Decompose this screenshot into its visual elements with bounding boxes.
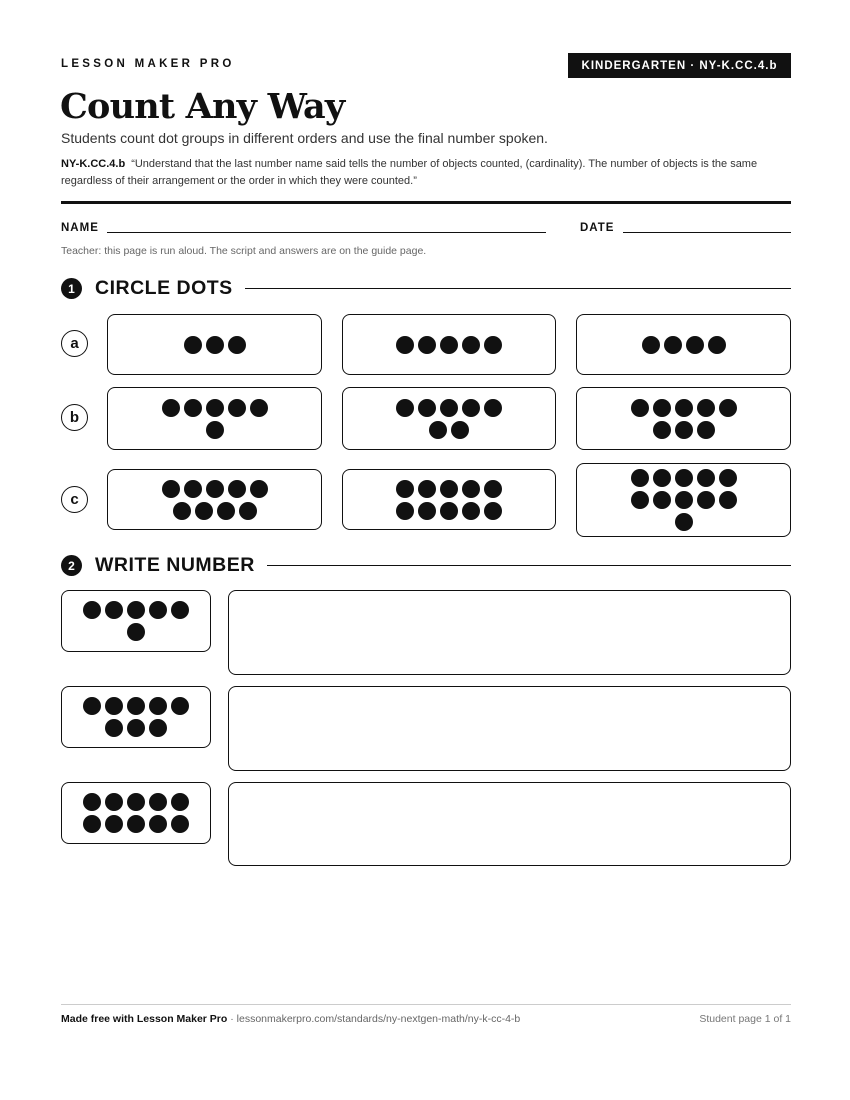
dot-group-box[interactable]	[342, 387, 556, 450]
dot-row	[184, 336, 246, 354]
number-answer-box[interactable]	[228, 686, 791, 771]
dot-row	[631, 469, 737, 487]
dot	[675, 421, 693, 439]
dot	[195, 502, 213, 520]
dot	[418, 480, 436, 498]
footer-credit	[61, 1013, 520, 1025]
section-title: CIRCLE DOTS	[95, 277, 233, 299]
dot-row	[83, 815, 189, 833]
dot	[462, 399, 480, 417]
dot-row	[653, 421, 715, 439]
dot	[228, 336, 246, 354]
dot-row	[83, 601, 189, 619]
dot-group-box[interactable]	[576, 314, 791, 375]
dot	[105, 601, 123, 619]
standard-description	[61, 156, 791, 190]
dot	[653, 491, 671, 509]
section-rule	[245, 288, 791, 289]
dot-group-box[interactable]	[576, 463, 791, 537]
dot-row	[429, 421, 469, 439]
dot	[228, 399, 246, 417]
dot	[418, 502, 436, 520]
dot-row	[127, 623, 145, 641]
dot-row	[642, 336, 726, 354]
number-answer-box[interactable]	[228, 782, 791, 866]
dot	[228, 480, 246, 498]
dot	[719, 399, 737, 417]
dot	[484, 336, 502, 354]
dot	[440, 399, 458, 417]
dot	[462, 336, 480, 354]
dot	[451, 421, 469, 439]
dot-row	[83, 697, 189, 715]
dot	[250, 480, 268, 498]
standard-code: NY-K.CC.4.b	[61, 158, 126, 170]
dot-group-box[interactable]	[342, 469, 556, 530]
section-title: WRITE NUMBER	[95, 554, 255, 576]
footer-url[interactable]: lessonmakerpro.com/standards/ny-nextgen-math/ny-k-cc-4-b	[236, 1013, 521, 1025]
dot	[396, 502, 414, 520]
dot	[429, 421, 447, 439]
dot	[184, 336, 202, 354]
section-1-header	[61, 277, 791, 300]
dot	[631, 491, 649, 509]
page-title: Count Any Way	[60, 86, 345, 127]
dot	[127, 815, 145, 833]
dot	[171, 601, 189, 619]
dot-row	[396, 480, 502, 498]
dot-group-box[interactable]	[576, 387, 791, 450]
dot	[396, 480, 414, 498]
dot	[396, 336, 414, 354]
dot-row	[105, 719, 167, 737]
dot-row	[173, 502, 257, 520]
dot	[697, 399, 715, 417]
date-label: DATE	[580, 222, 615, 234]
dot-group-box	[61, 686, 211, 748]
dot	[719, 469, 737, 487]
dot	[206, 399, 224, 417]
dot	[653, 399, 671, 417]
dot-group-box[interactable]	[342, 314, 556, 375]
dot-group-box	[61, 590, 211, 652]
name-field[interactable]	[107, 232, 546, 233]
dot	[697, 421, 715, 439]
dot	[171, 815, 189, 833]
dot	[653, 421, 671, 439]
grade-standard-badge: KINDERGARTEN · NY-K.CC.4.b	[568, 53, 791, 78]
dot-row	[162, 399, 268, 417]
dot	[675, 513, 693, 531]
dot-group-box	[61, 782, 211, 844]
dot-row	[396, 336, 502, 354]
dot	[686, 336, 704, 354]
dot	[631, 399, 649, 417]
footer-page-number: Student page 1 of 1	[699, 1013, 791, 1025]
footer-divider	[61, 1004, 791, 1005]
dot	[484, 502, 502, 520]
dot	[184, 399, 202, 417]
dot	[484, 399, 502, 417]
dot-group-box[interactable]	[107, 387, 322, 450]
dot	[184, 480, 202, 498]
section-number-badge: 2	[61, 555, 82, 576]
dot	[127, 601, 145, 619]
dot	[149, 601, 167, 619]
dot	[653, 469, 671, 487]
dot	[162, 399, 180, 417]
dot	[484, 480, 502, 498]
dot-group-box[interactable]	[107, 469, 322, 530]
dot	[642, 336, 660, 354]
dot	[697, 469, 715, 487]
dot	[149, 719, 167, 737]
dot	[105, 815, 123, 833]
dot-row	[631, 491, 737, 509]
dot	[171, 793, 189, 811]
number-answer-box[interactable]	[228, 590, 791, 675]
dot	[171, 697, 189, 715]
dot	[217, 502, 235, 520]
footer-separator: ·	[230, 1013, 234, 1025]
dot	[396, 399, 414, 417]
dot	[83, 815, 101, 833]
dot	[675, 399, 693, 417]
dot	[127, 719, 145, 737]
dot	[250, 399, 268, 417]
section-2-header	[61, 554, 791, 577]
dot-row	[631, 399, 737, 417]
dot	[719, 491, 737, 509]
dot	[418, 399, 436, 417]
dot	[462, 502, 480, 520]
dot	[239, 502, 257, 520]
dot-row	[396, 502, 502, 520]
dot-row	[396, 399, 502, 417]
name-label: NAME	[61, 222, 99, 234]
dot	[418, 336, 436, 354]
dot	[708, 336, 726, 354]
dot	[631, 469, 649, 487]
dot	[440, 336, 458, 354]
dot	[206, 480, 224, 498]
dot	[127, 623, 145, 641]
dot	[127, 793, 145, 811]
dot-row	[83, 793, 189, 811]
dot	[440, 480, 458, 498]
row-label-c: c	[61, 486, 88, 513]
date-field[interactable]	[623, 232, 791, 233]
dot	[440, 502, 458, 520]
dot	[462, 480, 480, 498]
header-divider	[61, 201, 791, 204]
section-rule	[267, 565, 791, 566]
teacher-note: Teacher: this page is run aloud. The script and answers are on the guide page.	[61, 245, 427, 257]
footer-made-by: Made free with Lesson Maker Pro	[61, 1013, 228, 1025]
dot	[149, 793, 167, 811]
dot	[697, 491, 715, 509]
dot	[664, 336, 682, 354]
dot	[173, 502, 191, 520]
dot	[149, 815, 167, 833]
dot	[83, 793, 101, 811]
brand-name: LESSON MAKER PRO	[61, 58, 235, 70]
dot	[83, 697, 101, 715]
dot	[149, 697, 167, 715]
dot	[675, 469, 693, 487]
dot-row	[206, 421, 224, 439]
row-label-b: b	[61, 404, 88, 431]
dot-group-box[interactable]	[107, 314, 322, 375]
dot	[105, 793, 123, 811]
dot	[83, 601, 101, 619]
dot	[105, 697, 123, 715]
dot	[162, 480, 180, 498]
dot	[127, 697, 145, 715]
page-subtitle: Students count dot groups in different orders and use the final number spoken.	[61, 130, 548, 146]
dot-row	[162, 480, 268, 498]
row-label-a: a	[61, 330, 88, 357]
standard-text: “Understand that the last number name said tells the number of objects counted, (cardinality). The number of objects is the same regardless of their arrangement or the order in which they were counted.”	[61, 158, 758, 187]
dot	[105, 719, 123, 737]
dot	[206, 336, 224, 354]
dot	[675, 491, 693, 509]
section-number-badge: 1	[61, 278, 82, 299]
dot	[206, 421, 224, 439]
dot-row	[675, 513, 693, 531]
